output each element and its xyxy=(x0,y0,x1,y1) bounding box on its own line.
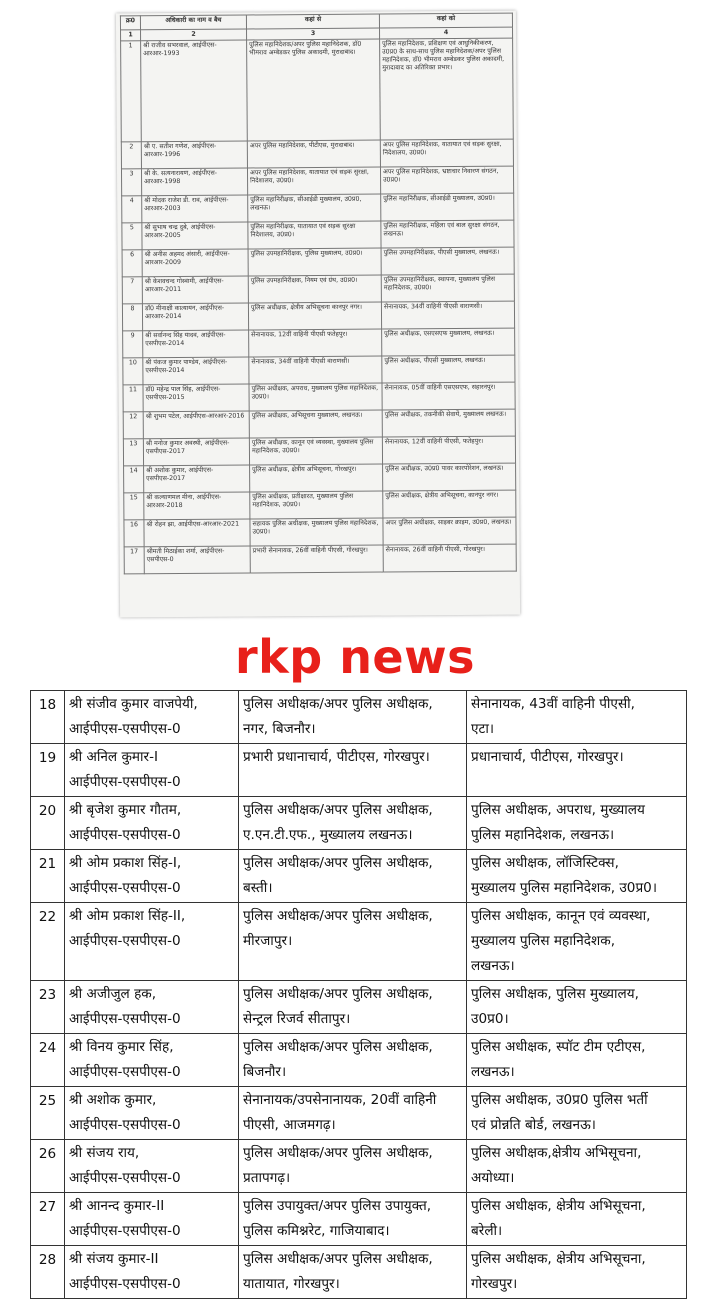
cell-line: श्री आनन्द कुमार-II xyxy=(69,1198,165,1214)
cell-line: पुलिस अधीक्षक/अपर पुलिस अधीक्षक, xyxy=(243,855,433,871)
cell-line: पुलिस उपायुक्त/अपर पुलिस उपायुक्त, xyxy=(243,1198,432,1214)
posted-from-cell: सेनानायक, 34वीं वाहिनी पीएसी वाराणसी। xyxy=(249,356,382,384)
watermark-text: rkp news xyxy=(234,630,476,684)
table-row xyxy=(31,1140,687,1193)
officer-name-cell: श्रीमती मिठाईका शर्मा, आईपीएस-एसपीएस-0 xyxy=(144,546,250,574)
table-row xyxy=(122,247,514,277)
officer-name-cell: डॉ0 महेन्द्र पाल सिंह, आईपीएस-एसपीएस-2015 xyxy=(143,384,249,412)
officer-name-cell: श्री पंकज कुमार पाण्डेय, आईपीएस-एसपीएस-2014 xyxy=(143,357,249,385)
posted-from-cell: पुलिस महानिरीक्षक, यातायात एवं सड़क सुरक्षा निदेशालय, उ0प्र0। xyxy=(248,221,381,249)
table-row xyxy=(124,463,516,493)
cell-line: प्रभारी प्रधानाचार्य, पीटीएस, गोरखपुर। xyxy=(243,749,430,765)
cell-line: श्री ओम प्रकाश सिंह-II, xyxy=(69,908,186,924)
serial-number-cell: 22 xyxy=(31,903,65,981)
cell-line: पुलिस अधीक्षक, कानून एवं व्यवस्था, xyxy=(471,908,651,924)
table-row xyxy=(31,797,687,850)
posted-from-cell: अपर पुलिस महानिदेशक, पीटीएस, मुरादाबाद। xyxy=(247,140,380,168)
officer-name-cell xyxy=(65,1034,239,1087)
table-row xyxy=(123,409,515,439)
cell-line: पुलिस अधीक्षक/अपर पुलिस अधीक्षक, xyxy=(243,1251,433,1267)
cell-line: श्री संजय कुमार-II xyxy=(69,1251,159,1267)
table-row xyxy=(124,517,516,547)
table-row xyxy=(31,1034,687,1087)
officer-name-cell xyxy=(65,691,239,744)
posted-from-cell xyxy=(239,691,467,744)
cell-line: बिजनौर। xyxy=(243,1064,287,1080)
posted-from-cell: पुलिस अधीक्षक, कानून एवं व्यवस्था, मुख्यालय पुलिस महानिदेशक, उ0प्र0। xyxy=(249,437,382,465)
cell-line: पुलिस अधीक्षक/अपर पुलिस अधीक्षक, xyxy=(243,1039,433,1055)
cell-line: आईपीएस-एसपीएस-0 xyxy=(69,1011,181,1027)
header-serial: क्र0 xyxy=(120,16,140,30)
cell-line: सेनानायक/उपसेनानायक, 20वीं वाहिनी xyxy=(243,1092,437,1108)
serial-number-cell: 11 xyxy=(123,385,143,412)
posted-from-cell xyxy=(239,850,467,903)
cell-line: पुलिस अधीक्षक/अपर पुलिस अधीक्षक, xyxy=(243,986,433,1002)
table-row xyxy=(31,1193,687,1246)
cell-line: श्री अनिल कुमार-I xyxy=(69,749,159,765)
posted-to-cell xyxy=(467,691,687,744)
cell-line: श्री संजीव कुमार वाजपेयी, xyxy=(69,696,198,712)
cell-line: श्री संजय राय, xyxy=(69,1145,140,1161)
posted-to-cell xyxy=(467,903,687,981)
officer-name-cell xyxy=(65,850,239,903)
table-row xyxy=(121,139,513,169)
table-row xyxy=(123,382,515,412)
serial-number-cell: 27 xyxy=(31,1193,65,1246)
posted-to-cell xyxy=(467,1087,687,1140)
posted-from-cell: सेनानायक, 12वीं वाहिनी पीएसी फतेहपुर। xyxy=(249,329,382,357)
cell-line: गोरखपुर। xyxy=(471,1276,518,1292)
posted-from-cell xyxy=(239,1087,467,1140)
posted-to-cell: अपर पुलिस महानिदेशक, भ्रष्टाचार निवारण संगठन, उ0प्र0। xyxy=(380,166,513,194)
transfer-list-lower xyxy=(30,690,686,1292)
officer-name-cell: डॉ0 मीनाक्षी कात्यायन, आईपीएस-आरआर-2014 xyxy=(142,303,248,331)
officer-name-cell xyxy=(65,1087,239,1140)
cell-line: श्री ओम प्रकाश सिंह-I, xyxy=(69,855,182,871)
serial-number-cell: 5 xyxy=(122,223,142,250)
column-number: 4 xyxy=(380,27,513,39)
cell-line: पुलिस अधीक्षक, स्पॉट टीम एटीएस, xyxy=(471,1039,646,1055)
cell-line: पुलिस अधीक्षक, पुलिस मुख्यालय, xyxy=(471,986,639,1002)
serial-number-cell: 24 xyxy=(31,1034,65,1087)
table-row xyxy=(31,981,687,1034)
transfer-rows-upper xyxy=(121,38,517,574)
cell-line: आईपीएस-एसपीएस-0 xyxy=(69,933,181,949)
cell-line: उ0प्र0। xyxy=(471,1011,509,1027)
cell-line: आईपीएस-एसपीएस-0 xyxy=(69,1223,181,1239)
cell-line: ए.एन.टी.एफ., मुख्यालय लखनऊ। xyxy=(243,827,413,843)
officer-name-cell: श्री शुभम पटेल, आईपीएस-आरआर-2016 xyxy=(143,411,249,439)
serial-number-cell: 25 xyxy=(31,1087,65,1140)
cell-line: अयोध्या। xyxy=(471,1170,515,1186)
cell-line: पुलिस महानिदेशक, लखनऊ। xyxy=(471,827,615,843)
serial-number-cell: 28 xyxy=(31,1246,65,1299)
posted-from-cell: पुलिस उपमहानिरीक्षक, पुलिस मुख्यालय, उ0प्र0। xyxy=(248,248,381,276)
serial-number-cell: 15 xyxy=(124,493,144,520)
cell-line: एवं प्रोन्नति बोर्ड, लखनऊ। xyxy=(471,1117,596,1133)
table-row xyxy=(122,301,514,331)
posted-from-cell: पुलिस अधीक्षक, अपराध, मुख्यालय पुलिस महानिदेशक, उ0प्र0। xyxy=(249,383,382,411)
cell-line: आईपीएस-एसपीएस-0 xyxy=(69,774,181,790)
officer-name-cell: श्री अशोक कुमार, आईपीएस-एसपीएस-2017 xyxy=(144,465,250,493)
transfer-table-upper xyxy=(120,13,517,575)
transfer-table-lower xyxy=(30,690,687,1299)
serial-number-cell: 13 xyxy=(123,439,143,466)
officer-name-cell xyxy=(65,744,239,797)
officer-name-cell xyxy=(65,1140,239,1193)
posted-from-cell xyxy=(239,744,467,797)
posted-from-cell: प्रभारी सेनानायक, 26वीं वाहिनी पीएसी, गोरखपुर। xyxy=(250,545,383,573)
cell-line: मुख्यालय पुलिस महानिदेशक, उ0प्र0। xyxy=(471,880,657,896)
cell-line: पुलिस अधीक्षक, अपराध, मुख्यालय xyxy=(471,802,645,818)
posted-to-cell: सेनानायक, 05वीं वाहिनी एसएसएफ, सहारनपुर। xyxy=(382,382,515,410)
cell-line: आईपीएस-एसपीएस-0 xyxy=(69,1117,181,1133)
posted-to-cell: पुलिस महानिदेशक, प्रशिक्षण एवं आधुनिकीकरण, उ0प्र0 के साथ-साथ पुलिस महानिदेशक/अपर पुलिस महानिदेशक, डॉ0 भीमराव अम्बेडकर पुलिस अकादमी, मुरादाबाद का अतिरिक्त प्रभार। xyxy=(380,38,514,140)
posted-to-cell xyxy=(467,850,687,903)
table-row xyxy=(122,220,514,250)
posted-to-cell: पुलिस उपमहानिरीक्षक, पीएसी मुख्यालय, लखनऊ। xyxy=(381,247,514,275)
cell-line: पुलिस अधीक्षक/अपर पुलिस अधीक्षक, xyxy=(243,908,433,924)
table-row xyxy=(31,744,687,797)
cell-line: श्री बृजेश कुमार गौतम, xyxy=(69,802,182,818)
cell-line: मीरजापुर। xyxy=(243,933,293,949)
serial-number-cell: 6 xyxy=(122,250,142,277)
posted-to-cell: पुलिस उपमहानिरीक्षक, स्थापना, मुख्यालय पुलिस महानिदेशक, उ0प्र0। xyxy=(381,274,514,302)
serial-number-cell: 19 xyxy=(31,744,65,797)
cell-line: आईपीएस-एसपीएस-0 xyxy=(69,827,181,843)
cell-line: श्री अजीजुल हक, xyxy=(69,986,157,1002)
transfer-rows-lower xyxy=(31,691,687,1299)
officer-name-cell: श्री ए. सतीश गणेश, आईपीएस-आरआर-1996 xyxy=(141,141,247,169)
serial-number-cell: 10 xyxy=(123,358,143,385)
posted-to-cell xyxy=(467,1193,687,1246)
cell-line: यातायात, गोरखपुर। xyxy=(243,1276,340,1292)
officer-name-cell: श्री अनीस अहमद अंसारी, आईपीएस-आरआर-2009 xyxy=(142,249,248,277)
posted-from-cell xyxy=(239,1246,467,1299)
posted-from-cell: पुलिस महानिरीक्षक, सीआईडी मुख्यालय, उ0प्र0, लखनऊ। xyxy=(248,194,381,222)
table-row xyxy=(124,490,516,520)
table-row xyxy=(121,38,514,142)
officer-name-cell: श्री केशवचन्द गोस्वामी, आईपीएस-आरआर-2011 xyxy=(142,276,248,304)
officer-name-cell xyxy=(65,1193,239,1246)
officer-name-cell: श्री मनोज कुमार अवस्थी, आईपीएस-एसपीएस-2017 xyxy=(143,438,249,466)
serial-number-cell: 9 xyxy=(123,331,143,358)
posted-to-cell xyxy=(467,1140,687,1193)
cell-line: श्री विनय कुमार सिंह, xyxy=(69,1039,174,1055)
cell-line: पुलिस अधीक्षक, क्षेत्रीय अभिसूचना, xyxy=(471,1198,646,1214)
table-row xyxy=(124,544,516,574)
serial-number-cell: 7 xyxy=(122,277,142,304)
officer-name-cell: श्री सर्वानन्द सिंह यादव, आईपीएस-एसपीएस-2014 xyxy=(143,330,249,358)
officer-name-cell xyxy=(65,903,239,981)
cell-line: पुलिस कमिश्नरेट, गाजियाबाद। xyxy=(243,1223,390,1239)
cell-line: नगर, बिजनौर। xyxy=(243,721,316,737)
cell-line: श्री अशोक कुमार, xyxy=(69,1092,157,1108)
cell-line: पुलिस अधीक्षक,क्षेत्रीय अभिसूचना, xyxy=(471,1145,642,1161)
posted-to-cell: पुलिस अधीक्षक, क्षेत्रीय अभिसूचना, कानपुर नगर। xyxy=(383,490,516,518)
posted-to-cell: पुलिस अधीक्षक, पीएसी मुख्यालय, लखनऊ। xyxy=(382,355,515,383)
cell-line: आईपीएस-एसपीएस-0 xyxy=(69,1170,181,1186)
posted-to-cell: सेनानायक, 12वीं वाहिनी पीएसी, फतेहपुर। xyxy=(382,436,515,464)
cell-line: प्रधानाचार्य, पीटीएस, गोरखपुर। xyxy=(471,749,624,765)
posted-to-cell xyxy=(467,1034,687,1087)
posted-from-cell xyxy=(239,1034,467,1087)
posted-from-cell: पुलिस अधीक्षक, क्षेत्रीय अभिसूचना, गोरखपुर। xyxy=(250,464,383,492)
posted-to-cell: पुलिस अधीक्षक, एसएसएफ मुख्यालय, लखनऊ। xyxy=(382,328,515,356)
officer-name-cell xyxy=(65,797,239,850)
posted-to-cell xyxy=(467,1246,687,1299)
cell-line: बस्ती। xyxy=(243,880,273,896)
table-row xyxy=(31,850,687,903)
serial-number-cell: 8 xyxy=(122,304,142,331)
posted-from-cell xyxy=(239,1140,467,1193)
posted-to-cell: सेनानायक, 34वीं वाहिनी पीएसी वाराणसी। xyxy=(381,301,514,329)
posted-to-cell xyxy=(467,744,687,797)
column-number: 3 xyxy=(247,28,380,40)
officer-name-cell: श्री मोदक राजेश डी. राव, आईपीएस-आरआर-2003 xyxy=(142,195,248,223)
serial-number-cell: 23 xyxy=(31,981,65,1034)
posted-from-cell xyxy=(239,797,467,850)
table-row xyxy=(123,436,515,466)
table-row xyxy=(31,1087,687,1140)
cell-line: पुलिस अधीक्षक/अपर पुलिस अधीक्षक, xyxy=(243,696,433,712)
serial-number-cell: 21 xyxy=(31,850,65,903)
serial-number-cell: 26 xyxy=(31,1140,65,1193)
cell-line: सेनानायक, 43वीं वाहिनी पीएसी, xyxy=(471,696,635,712)
table-row xyxy=(31,1246,687,1299)
officer-name-cell: श्री राजीव सभरवाल, आईपीएस-आरआर-1993 xyxy=(141,40,248,142)
cell-line: बरेली। xyxy=(471,1223,503,1239)
posted-from-cell: पुलिस अधीक्षक, प्रतीक्षारत, मुख्यालय पुलिस महानिदेशक, उ0प्र0। xyxy=(250,491,383,519)
cell-line: आईपीएस-एसपीएस-0 xyxy=(69,1064,181,1080)
serial-number-cell: 4 xyxy=(122,196,142,223)
cell-line: आईपीएस-एसपीएस-0 xyxy=(69,721,181,737)
cell-line: सेन्ट्रल रिजर्व सीतापुर। xyxy=(243,1011,351,1027)
table-row xyxy=(31,903,687,981)
column-number: 1 xyxy=(121,30,141,41)
posted-to-cell: अपर पुलिस महानिदेशक, यातायात एवं सड़क सुरक्षा, निदेशालय, उ0प्र0। xyxy=(380,139,513,167)
table-row xyxy=(31,691,687,744)
cell-line: एटा। xyxy=(471,721,495,737)
serial-number-cell: 3 xyxy=(121,169,141,196)
serial-number-cell: 1 xyxy=(121,41,142,142)
officer-name-cell xyxy=(65,1246,239,1299)
serial-number-cell: 14 xyxy=(124,466,144,493)
header-from: कहां से xyxy=(246,14,379,29)
cell-line: पुलिस अधीक्षक, लॉजिस्टिक्स, xyxy=(471,855,619,871)
cell-line: प्रतापगढ़। xyxy=(243,1170,291,1186)
serial-number-cell: 16 xyxy=(124,520,144,547)
cell-line: लखनऊ। xyxy=(471,958,515,974)
cell-line: आईपीएस-एसपीएस-0 xyxy=(69,1276,181,1292)
posted-from-cell xyxy=(239,903,467,981)
column-number: 2 xyxy=(141,29,247,41)
posted-from-cell: सहायक पुलिस अधीक्षक, मुख्यालय पुलिस महानिदेशक, उ0प्र0। xyxy=(250,518,383,546)
posted-to-cell: पुलिस महानिरीक्षक, सीआईडी मुख्यालय, उ0प्र0। xyxy=(381,193,514,221)
serial-number-cell: 12 xyxy=(123,412,143,439)
posted-to-cell: अपर पुलिस अधीक्षक, साइबर क्राइम, उ0प्र0, लखनऊ। xyxy=(383,517,516,545)
posted-to-cell: पुलिस महानिरीक्षक, महिला एवं बाल सुरक्षा संगठन, लखनऊ। xyxy=(381,220,514,248)
posted-to-cell: पुलिस अधीक्षक, उ0प्र0 पावर कारपोरेशन, लखनऊ। xyxy=(383,463,516,491)
officer-name-cell: श्री सुभाष चन्द्र दुबे, आईपीएस-आरआर-2005 xyxy=(142,222,248,250)
table-row xyxy=(121,166,513,196)
table-row xyxy=(123,355,515,385)
serial-number-cell: 20 xyxy=(31,797,65,850)
cell-line: आईपीएस-एसपीएस-0 xyxy=(69,880,181,896)
posted-from-cell xyxy=(239,1193,467,1246)
cell-line: लखनऊ। xyxy=(471,1064,515,1080)
posted-from-cell xyxy=(239,981,467,1034)
posted-from-cell: पुलिस महानिदेशक/अपर पुलिस महानिदेशक, डॉ0 भीमराव अम्बेडकर पुलिस अकादमी, मुरादाबाद। xyxy=(247,39,381,141)
cell-line: पीएसी, आजमगढ़। xyxy=(243,1117,336,1133)
table-row xyxy=(122,193,514,223)
cell-line: पुलिस अधीक्षक/अपर पुलिस अधीक्षक, xyxy=(243,802,433,818)
serial-number-cell: 2 xyxy=(121,142,141,169)
posted-from-cell: पुलिस अधीक्षक, अभिसूचना मुख्यालय, लखनऊ। xyxy=(249,410,382,438)
cell-line: पुलिस अधीक्षक/अपर पुलिस अधीक्षक, xyxy=(243,1145,433,1161)
cell-line: मुख्यालय पुलिस महानिदेशक, xyxy=(471,933,616,949)
officer-name-cell: श्री कल्याणमल मीना, आईपीएस-आरआर-2018 xyxy=(144,492,250,520)
posted-from-cell: पुलिस उपमहानिरीक्षक, नियम एवं ग्रंथ, उ0प्र0। xyxy=(248,275,381,303)
serial-number-cell: 17 xyxy=(124,547,144,574)
officer-name-cell: श्री रोहन झा, आईपीएस-आरआर-2021 xyxy=(144,519,250,547)
table-row xyxy=(123,328,515,358)
posted-to-cell xyxy=(467,797,687,850)
posted-to-cell: पुलिस अधीक्षक, तकनीकी सेवायें, मुख्यालय लखनऊ। xyxy=(382,409,515,437)
posted-to-cell xyxy=(467,981,687,1034)
scanned-transfer-list-upper xyxy=(116,11,520,618)
cell-line: पुलिस अधीक्षक, क्षेत्रीय अभिसूचना, xyxy=(471,1251,646,1267)
header-officer-name: अधिकारी का नाम व बैच xyxy=(140,15,246,30)
serial-number-cell: 18 xyxy=(31,691,65,744)
header-to: कहां को xyxy=(379,13,512,28)
officer-name-cell: श्री के. सत्यनारायण, आईपीएस-आरआर-1998 xyxy=(141,168,247,196)
posted-from-cell: पुलिस अधीक्षक, क्षेत्रीय अभिसूचना कानपुर नगर। xyxy=(248,302,381,330)
cell-line: पुलिस अधीक्षक, उ0प्र0 पुलिस भर्ती xyxy=(471,1092,648,1108)
posted-from-cell: अपर पुलिस महानिदेशक, यातायात एवं सड़क सुरक्षा, निदेशालय, उ0प्र0। xyxy=(247,167,380,195)
officer-name-cell xyxy=(65,981,239,1034)
posted-to-cell: सेनानायक, 26वीं वाहिनी पीएसी, गोरखपुर। xyxy=(383,544,516,572)
table-row xyxy=(122,274,514,304)
